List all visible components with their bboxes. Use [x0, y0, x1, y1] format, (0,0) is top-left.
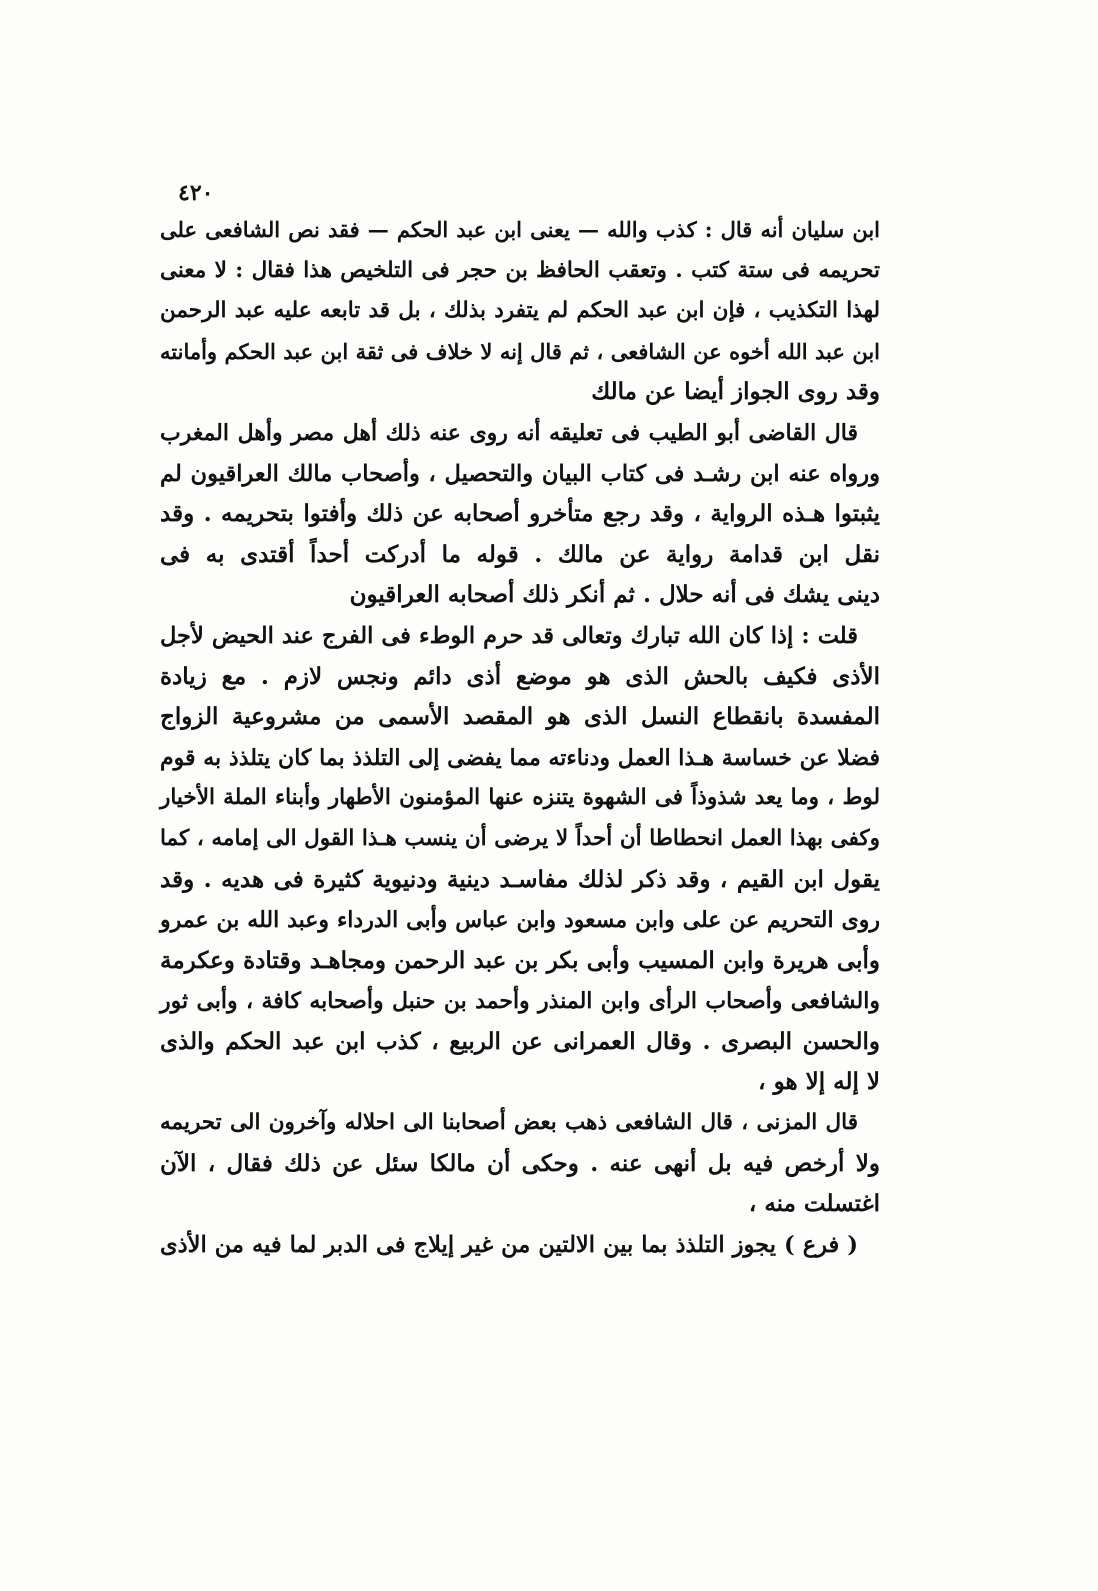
- text-line: والشافعى وأصحاب الرأى وابن المنذر وأحمد بن حنبل وأصحابه كافة ، وأبى ثور: [160, 988, 880, 1015]
- text-line: دينى يشك فى أنه حلال . ثم أنكر ذلك أصحابه العراقيون: [349, 581, 880, 609]
- page-number: ٤٢٠: [178, 180, 214, 206]
- text-line: ( فرع ) يجوز التلذذ بما بين الالتين من غير إيلاج فى الدبر لما فيه من الأذى: [160, 1231, 858, 1258]
- text-line: قلت : إذا كان الله تبارك وتعالى قد حرم الوطء فى الفرج عند الحيض لأجل: [160, 622, 858, 649]
- text-line: والحسن البصرى . وقال العمرانى عن الربيع ، كذب ابن عبد الحكم والذى: [160, 1027, 880, 1055]
- text-line: يثبتوا هـذه الرواية ، وقد رجع متأخرو أصحابه عن ذلك وأفتوا بتحريمه . وقد: [160, 500, 880, 528]
- text-line: وقد روى الجواز أيضا عن مالك: [591, 378, 880, 406]
- body-text: [160, 210, 880, 1265]
- text-line: ورواه عنه ابن رشـد فى كتاب البيان والتحصيل ، وأصحاب مالك العراقيون لم: [160, 460, 880, 487]
- text-line: فضلا عن خساسة هـذا العمل ودناءته مما يفضى إلى التلذذ بما كان يتلذذ به قوم: [160, 744, 880, 771]
- text-line: يقول ابن القيم ، وقد ذكر لذلك مفاسـد دينية ودنيوية كثيرة فى هديه . وقد: [160, 865, 880, 893]
- text-line: تحريمه فى ستة كتب . وتعقب الحافظ بن حجر فى التلخيص هذا فقال : لا معنى: [160, 257, 880, 283]
- text-line: لوط ، وما يعد شذوذاً فى الشهوة يتنزه عنها المؤمنون الأطهار وأبناء الملة الأخيار: [160, 785, 880, 811]
- text-line: نقل ابن قدامة رواية عن مالك . قوله ما أدركت أحداً أقتدى به فى: [160, 540, 880, 568]
- text-line: قال المزنى ، قال الشافعى ذهب بعض أصحابنا الى احلاله وآخرون الى تحريمه: [160, 1110, 858, 1136]
- text-line: اغتسلت منه ،: [748, 1190, 880, 1218]
- text-line: وأبى هريرة وابن المسيب وأبى بكر بن عبد الرحمن ومجاهـد وقتادة وعكرمة: [160, 946, 881, 974]
- text-line: قال القاضى أبو الطيب فى تعليقه أنه روى عنه ذلك أهل مصر وأهل المغرب: [160, 419, 858, 446]
- text-line: ابن سليان أنه قال : كذب والله — يعنى ابن عبد الحكم — فقد نص الشافعى على: [160, 217, 880, 242]
- text-line: الأذى فكيف بالحش الذى هو موضع أذى دائم ونجس لازم . مع زيادة: [160, 662, 880, 690]
- text-line: لا إله إلا هو ،: [758, 1068, 880, 1096]
- text-line: المفسدة بانقطاع النسل الذى هو المقصد الأسمى من مشروعية الزواج: [160, 703, 880, 731]
- text-line: ابن عبد الله أخوه عن الشافعى ، ثم قال إنه لا خلاف فى ثقة ابن عبد الحكم وأمانته: [160, 338, 880, 364]
- text-line: ولا أرخص فيه بل أنهى عنه . وحكى أن مالكا سئل عن ذلك فقال ، الآن: [160, 1149, 880, 1177]
- text-line: روى التحريم عن على وابن مسعود وابن عباس وأبى الدرداء وعبد الله بن عمرو: [160, 907, 880, 934]
- text-line: وكفى بهذا العمل انحطاطا أن أحداً لا يرضى أن ينسب هـذا القول الى إمامه ، كما: [160, 825, 880, 851]
- text-line: لهذا التكذيب ، فإن ابن عبد الحكم لم يتفرد بذلك ، بل قد تابعه عليه عبد الرحمن: [160, 298, 880, 324]
